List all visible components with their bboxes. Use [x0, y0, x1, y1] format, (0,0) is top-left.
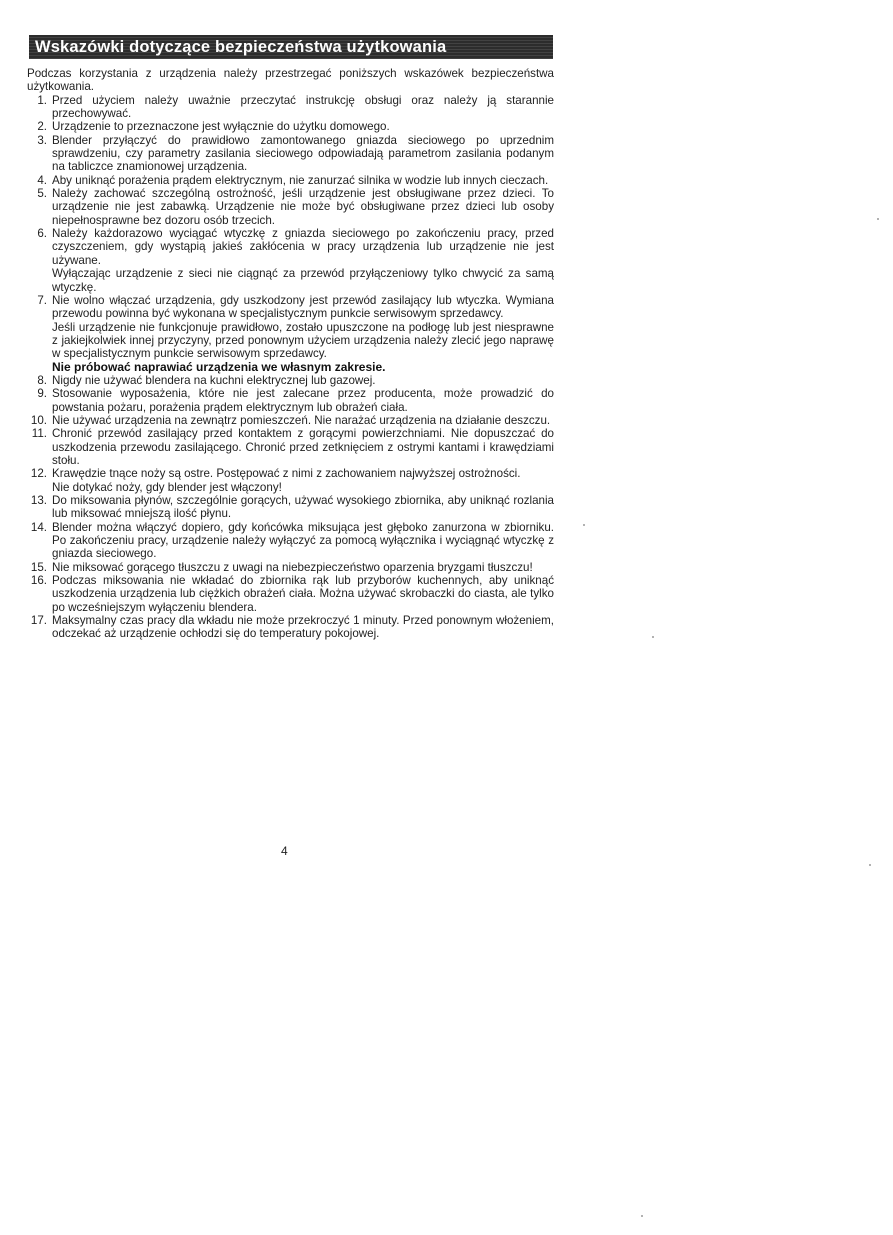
scan-speck	[652, 636, 654, 638]
rule-text: Aby uniknąć porażenia prądem elektrycznym, nie zanurzać silnika w wodzie lub innych cieczach.	[52, 173, 549, 187]
safety-rule-item	[27, 494, 554, 521]
safety-rule-item	[27, 294, 554, 374]
rule-text: Nie dotykać noży, gdy blender jest włączony!	[52, 480, 282, 494]
safety-rule-item	[27, 561, 554, 574]
safety-rule-item	[27, 120, 554, 133]
rule-text: Przed użyciem należy uważnie przeczytać instrukcję obsługi oraz należy ją starannie przechowywać.	[52, 93, 554, 121]
safety-rule-item	[27, 521, 554, 561]
rule-text: Należy zachować szczególną ostrożność, jeśli urządzenie jest obsługiwane przez dzieci. To urządzenie nie jest zabawką. Urządzenie nie może być obsługiwane przez dzieci lub osoby niepełnosprawne bez dozoru osób trzecich.	[52, 187, 554, 227]
rule-number: 17.	[30, 614, 47, 628]
safety-rule-item	[27, 427, 554, 467]
rule-number: 10.	[30, 413, 47, 427]
safety-instructions	[27, 67, 554, 641]
safety-rule-item	[27, 387, 554, 414]
rule-warning-bold: Nie próbować naprawiać urządzenia we własnym zakresie.	[52, 359, 386, 374]
scan-speck	[583, 524, 585, 526]
safety-rule-item	[27, 187, 554, 227]
rule-text: Podczas miksowania nie wkładać do zbiornika rąk lub przyborów kuchennych, aby uniknąć uszkodzenia urządzenia lub ciężkich obrażeń ciała. Można używać skrobaczki do ciasta, ale tylko po wcześniejszym wyłączeniu blendera.	[52, 574, 554, 614]
safety-rule-item	[27, 94, 554, 121]
rule-text: Nie używać urządzenia na zewnątrz pomieszczeń. Nie narażać urządzenia na działanie deszczu.	[52, 413, 551, 427]
rule-number: 5.	[37, 187, 47, 201]
rule-number: 13.	[30, 494, 47, 507]
safety-rule-item	[27, 374, 554, 387]
rule-number: 2.	[37, 120, 47, 134]
rule-number: 6.	[37, 227, 47, 241]
safety-rule-item	[27, 227, 554, 294]
safety-rule-item	[27, 174, 554, 187]
rule-number: 9.	[37, 387, 47, 401]
rule-number: 8.	[37, 373, 47, 387]
rule-text: Jeśli urządzenie nie funkcjonuje prawidłowo, zostało upuszczone na podłogę lub jest niesprawne z jakiejkolwiek innej przyczyny, przed ponownym użyciem urządzenia należy zlecić jego naprawę w specjalistycznym punkcie serwisowym sprzedawcy.	[52, 320, 554, 361]
safety-rule-item	[27, 467, 554, 494]
rule-text: Blender można włączyć dopiero, gdy końcówka miksująca jest głęboko zanurzona w zbiorniku. Po zakończeniu pracy, urządzenie należy wyłączyć za pomocą wyłącznika i wyciągnąć wtyczkę z gniazda sieciowego.	[52, 520, 554, 561]
rule-number: 15.	[30, 560, 47, 574]
rule-text: Krawędzie tnące noży są ostre. Postępować z nimi z zachowaniem najwyższej ostrożności.	[52, 467, 521, 481]
page-number: 4	[281, 844, 288, 858]
scan-speck	[877, 218, 879, 220]
rule-text: Maksymalny czas pracy dla wkładu nie może przekroczyć 1 minuty. Przed ponownym włożeniem, odczekać aż urządzenie ochłodzi się do temperatury pokojowej.	[52, 614, 554, 641]
rule-number: 1.	[37, 93, 47, 107]
rule-number: 4.	[37, 173, 47, 187]
safety-rule-item	[27, 574, 554, 614]
rule-text: Blender przyłączyć do prawidłowo zamontowanego gniazda sieciowego po uprzednim sprawdzeniu, czy parametry zasilania sieciowego odpowiadają parametrom zasilania podanym na tabliczce znamionowej urządzenia.	[52, 133, 554, 174]
rule-number: 16.	[30, 574, 47, 588]
section-header-bar	[29, 35, 553, 59]
rule-text: Stosowanie wyposażenia, które nie jest zalecane przez producenta, może prowadzić do powstania pożaru, porażenia prądem elektrycznym lub obrażeń ciała.	[52, 387, 554, 414]
scan-speck	[869, 864, 871, 866]
rule-text: Nie wolno włączać urządzenia, gdy uszkodzony jest przewód zasilający lub wtyczka. Wymiana przewodu powinna być wykonana w specjalistycznym punkcie serwisowym sprzedawcy.	[52, 293, 554, 321]
scan-speck	[641, 1215, 643, 1217]
rule-text: Urządzenie to przeznaczone jest wyłącznie do użytku domowego.	[52, 120, 390, 134]
rule-number: 7.	[37, 293, 47, 307]
rule-text: Do miksowania płynów, szczególnie gorących, używać wysokiego zbiornika, aby uniknąć rozlania lub miksować mniejszą ilość płynu.	[52, 494, 554, 521]
rule-text: Chronić przewód zasilający przed kontaktem z gorącymi powierzchniami. Nie dopuszczać do uszkodzenia przewodu zasilającego. Chronić przed zetknięciem z ostrymi kantami i krawędziami stołu.	[52, 427, 554, 467]
rule-text: Wyłączając urządzenie z sieci nie ciągnąć za przewód przyłączeniowy tylko chwycić za samą wtyczkę.	[52, 267, 554, 294]
intro-paragraph: Podczas korzystania z urządzenia należy przestrzegać poniższych wskazówek bezpieczeństwa użytkowania.	[27, 67, 554, 94]
rule-text: Nigdy nie używać blendera na kuchni elektrycznej lub gazowej.	[52, 373, 376, 387]
safety-rule-item	[27, 414, 554, 427]
safety-rules-list	[27, 94, 554, 641]
safety-rule-item	[27, 134, 554, 174]
rule-number: 3.	[37, 133, 47, 147]
rule-number: 14.	[30, 520, 47, 534]
section-title: Wskazówki dotyczące bezpieczeństwa użytkowania	[35, 38, 447, 56]
safety-rule-item	[27, 614, 554, 641]
rule-number: 12.	[30, 467, 47, 481]
rule-text: Nie miksować gorącego tłuszczu z uwagi na niebezpieczeństwo oparzenia bryzgami tłuszczu!	[52, 560, 533, 574]
rule-text: Należy każdorazowo wyciągać wtyczkę z gniazda sieciowego po zakończeniu pracy, przed czyszczeniem, gdy wystąpią jakieś zakłócenia w pracy urządzenia lub urządzenie nie jest używane.	[52, 227, 554, 267]
rule-number: 11.	[31, 427, 47, 441]
